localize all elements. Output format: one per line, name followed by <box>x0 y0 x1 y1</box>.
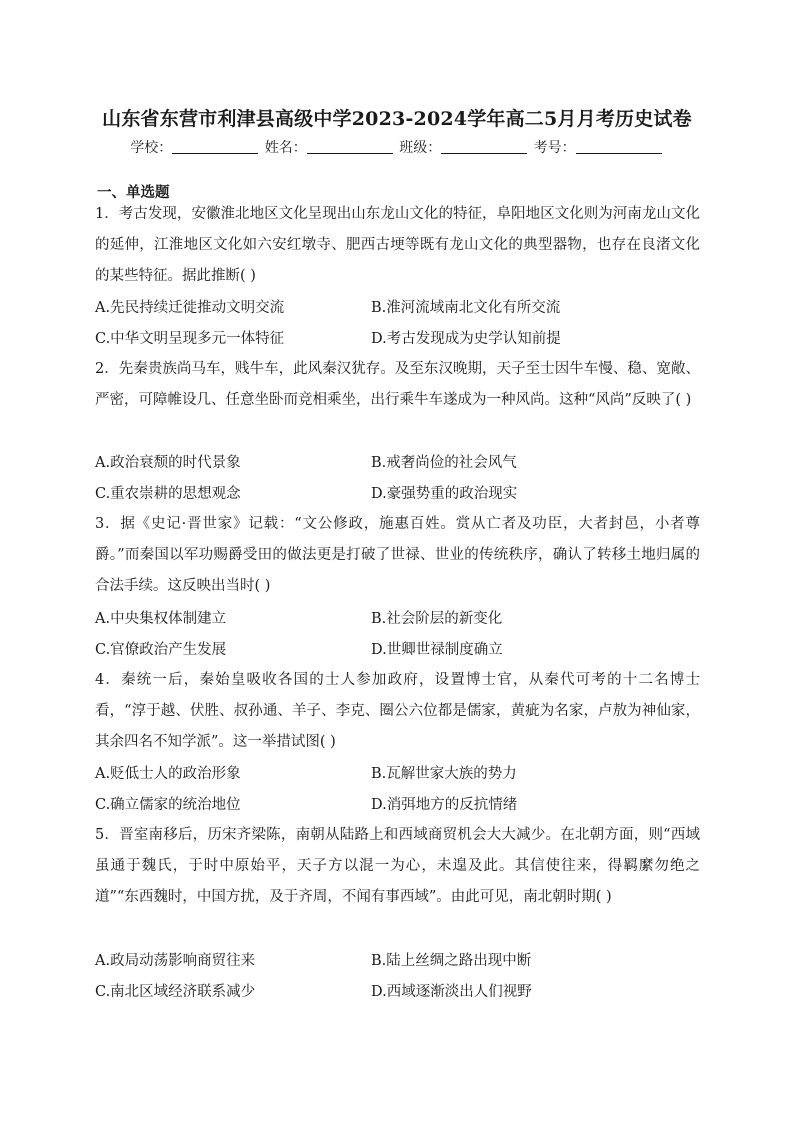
question-3-option-b: B.社会阶层的新变化 <box>371 611 503 627</box>
question-1-stem: 1．考古发现，安徽淮北地区文化呈现出山东龙山文化的特征，阜阳地区文化则为河南龙山文化的延伸，江淮地区文化如六安红墩寺、肥西古埂等既有龙山文化的典型器物，也存在良渚文化的某些特征。据此推断( ) <box>95 206 700 284</box>
school-blank <box>172 139 258 154</box>
name-blank <box>307 139 393 154</box>
question-4-stem: 4．秦统一后，秦始皇吸收各国的士人参加政府，设置博士官，从秦代可考的十二名博士看，“淳于越、伏胜、叔孙通、羊子、李克、圈公六位都是儒家，黄疵为名家，卢敖为神仙家，其余四名不知学派”。这一举措试图( ) <box>95 672 700 750</box>
question-5-option-b: B.陆上丝绸之路出现中断 <box>371 953 532 969</box>
question-3-option-c: C.官僚政治产生发展 <box>95 642 227 658</box>
section-heading: 一、单选题 <box>97 184 170 201</box>
question-4-option-c: C.确立儒家的统治地位 <box>95 797 241 813</box>
question-3-option-a: A.中央集权体制建立 <box>95 611 227 627</box>
question-1-option-a: A.先民持续迁徙推动文明交流 <box>95 300 285 316</box>
school-label: 学校： <box>130 140 173 156</box>
student-info-line <box>0 137 794 157</box>
question-2-option-d: D.豪强势重的政治现实 <box>371 486 518 502</box>
question-3-stem: 3．据《史记·晋世家》记载：“文公修政，施惠百姓。赏从亡者及功臣，大者封邑，小者尊爵。”而秦国以军功赐爵受田的做法更是打破了世禄、世业的传统秩序，确认了转移土地归属的合法手续。这反映出当时( ) <box>95 516 700 594</box>
question-1-option-c: C.中华文明呈现多元一体特征 <box>95 331 285 347</box>
question-5-stem: 5．晋室南移后，历宋齐梁陈，南朝从陆路上和西域商贸机会大大减少。在北朝方面，则“西域虽通于魏氏，于时中原始平，天子方以混一为心，未遑及此。其信使往来，得羁縻勿绝之道”“东西魏时，中国方扰，及于齐周，不闻有事西域”。由此可见，南北朝时期( ) <box>95 827 700 905</box>
question-3-option-d: D.世卿世禄制度确立 <box>371 642 503 658</box>
class-label: 班级： <box>399 140 442 156</box>
question-4-option-b: B.瓦解世家大族的势力 <box>371 766 517 782</box>
question-2-option-c: C.重农崇耕的思想观念 <box>95 486 241 502</box>
question-1-option-b: B.淮河流域南北文化有所交流 <box>371 300 561 316</box>
number-label: 考号： <box>533 140 576 156</box>
name-label: 姓名： <box>264 140 307 156</box>
question-5-option-c: C.南北区域经济联系减少 <box>95 984 256 1000</box>
question-5-option-d: D.西域逐渐淡出人们视野 <box>371 984 532 1000</box>
question-4-option-d: D.消弭地方的反抗情绪 <box>371 797 518 813</box>
question-2-option-b: B.戒奢尚俭的社会风气 <box>371 455 517 471</box>
question-2-option-a: A.政治衰颓的时代景象 <box>95 455 241 471</box>
question-4-option-a: A.贬低士人的政治形象 <box>95 766 241 782</box>
number-blank <box>576 139 662 154</box>
question-5-option-a: A.政局动荡影响商贸往来 <box>95 953 256 969</box>
class-blank <box>441 139 527 154</box>
question-1-option-d: D.考古发现成为史学认知前提 <box>371 331 561 347</box>
exam-title: 山东省东营市利津县高级中学2023-2024学年高二5月月考历史试卷 <box>102 108 692 130</box>
question-2-stem: 2．先秦贵族尚马车，贱牛车，此风秦汉犹存。及至东汉晚期，天子至士因牛车慢、稳、宽敞、严密，可障帷设几、任意坐卧而竞相乘坐，出行乘牛车遂成为一种风尚。这种“风尚”反映了( ) <box>95 361 700 408</box>
